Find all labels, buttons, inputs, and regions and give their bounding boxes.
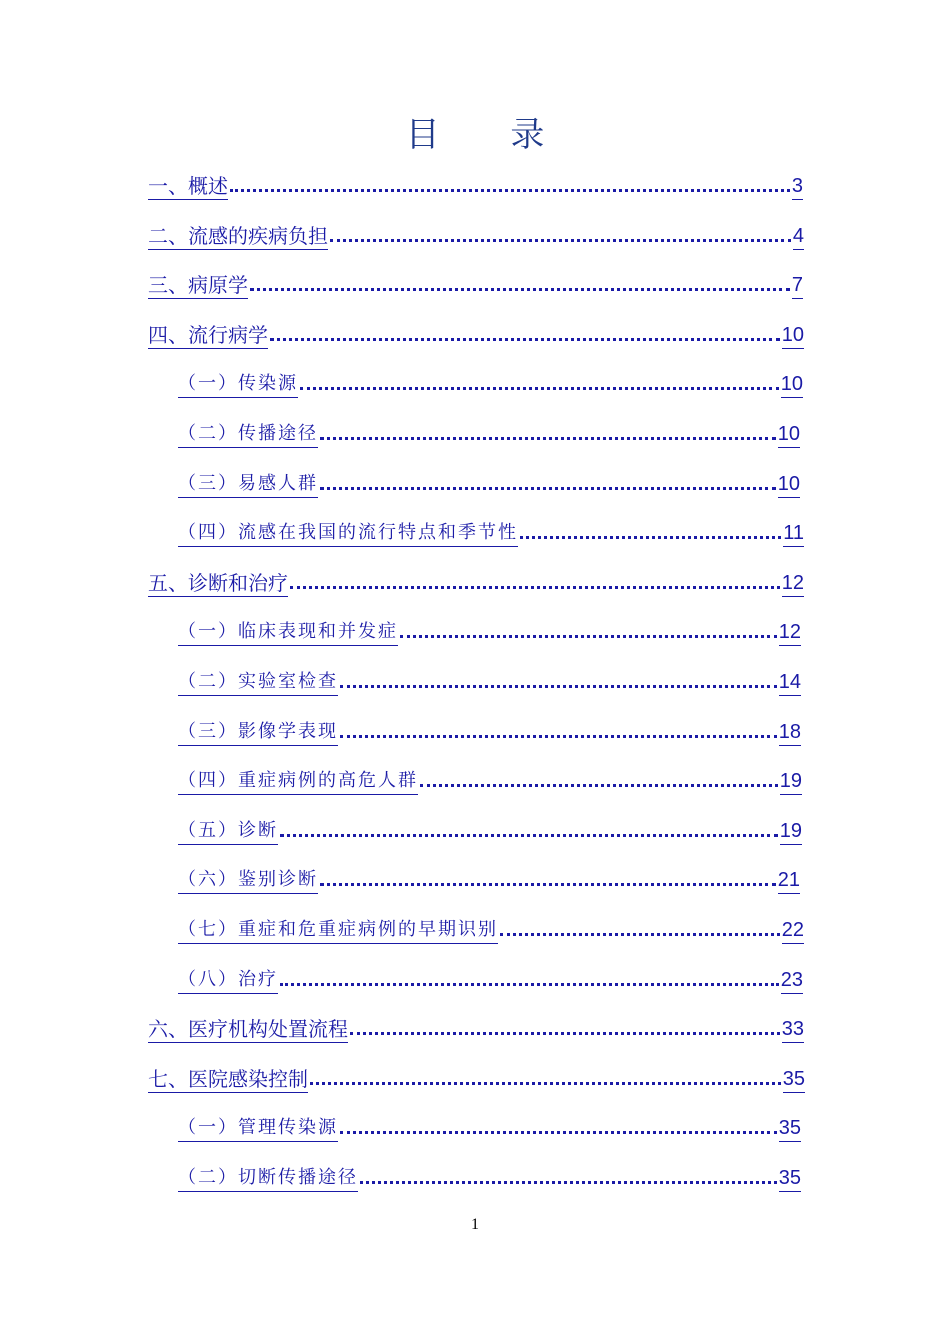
toc-page-number: 21 [778,868,800,894]
toc-page-number: 12 [779,620,801,646]
toc-entry-label: （二）传播途径 [178,422,318,448]
toc-leader-dots [340,684,777,688]
toc-leader-dots [360,1180,777,1184]
toc-leader-dots [270,337,780,341]
toc-page-number: 23 [781,968,803,994]
toc-page-number: 19 [780,819,802,845]
toc-entry-label: （七）重症和危重症病例的早期识别 [178,918,498,944]
toc-entry[interactable] [178,666,801,696]
toc-entry[interactable] [178,815,802,845]
toc-entry-label: 二、流感的疾病负担 [148,223,328,248]
toc-leader-dots [250,287,790,291]
toc-leader-dots [520,535,781,539]
toc-page-number: 33 [782,1017,804,1043]
toc-leader-dots [310,1081,781,1085]
toc-leader-dots [280,982,779,986]
toc-leader-dots [400,634,777,638]
toc-entry-label: （五）诊断 [178,819,278,845]
toc-page-number: 19 [780,769,802,795]
toc-entry-label: 一、概述 [148,174,228,198]
toc-entry-label: （三）易感人群 [178,472,318,498]
toc-leader-dots [230,188,790,192]
toc-entry[interactable] [148,319,804,349]
toc-entry[interactable] [148,170,803,200]
toc-entry[interactable] [148,269,803,299]
toc-entry-label: 六、医疗机构处置流程 [148,1017,348,1042]
toc-page-number: 18 [779,720,801,746]
toc-entry[interactable] [148,220,804,250]
toc-entry[interactable] [178,914,804,944]
toc-page-number: 35 [783,1067,805,1093]
toc-page-number: 11 [783,521,804,547]
page-title: 目 录 [405,115,575,155]
toc-leader-dots [350,1031,780,1035]
toc-entry[interactable] [178,716,801,746]
toc-entry-label: （二）切断传播途径 [178,1166,358,1192]
toc-page-number: 35 [779,1116,801,1142]
toc-page-number: 4 [793,224,804,250]
toc-entry-label: 七、医院感染控制 [148,1066,308,1091]
toc-leader-dots [320,882,776,886]
toc-entry-label: 三、病原学 [148,273,248,298]
toc-entry-label: （二）实验室检查 [178,670,338,696]
toc-entry-label: 四、流行病学 [148,322,268,347]
toc-leader-dots [500,932,780,936]
toc-entry-label: （一）临床表现和并发症 [178,620,398,646]
toc-entry-label: （四）流感在我国的流行特点和季节性 [178,521,518,547]
toc-page-number: 10 [778,472,800,498]
toc-page-number: 10 [782,323,804,349]
toc-entry[interactable] [178,864,800,894]
toc-leader-dots [290,585,780,589]
toc-entry-label: 五、诊断和治疗 [148,570,288,595]
page-number: 1 [471,1216,479,1233]
toc-entry[interactable] [178,368,803,398]
toc-entry-label: （八）治疗 [178,968,278,994]
toc-leader-dots [280,833,778,837]
toc-entry-label: （三）影像学表现 [178,720,338,746]
toc-entry-label: （四）重症病例的高危人群 [178,769,418,795]
toc-page-number: 35 [779,1166,801,1192]
toc-entry-label: （一）管理传染源 [178,1116,338,1142]
toc-entry[interactable] [178,616,801,646]
toc-page-number: 7 [792,273,803,299]
toc-entry[interactable] [178,964,803,994]
toc-leader-dots [300,386,779,390]
toc-leader-dots [330,238,791,242]
toc-entry[interactable] [178,418,800,448]
toc-entry[interactable] [148,1013,804,1043]
toc-entry[interactable] [178,517,804,547]
toc-page-number: 10 [778,422,800,448]
toc-entry-label: （一）传染源 [178,372,298,398]
toc-page-number: 10 [781,372,803,398]
toc-page-number: 14 [779,670,801,696]
toc-page-number: 12 [782,571,804,597]
toc-entry[interactable] [178,765,802,795]
toc-leader-dots [320,436,776,440]
toc-entry[interactable] [178,468,800,498]
toc-page-number: 3 [792,174,803,200]
toc-leader-dots [340,734,777,738]
toc-entry[interactable] [148,1063,805,1093]
toc-leader-dots [340,1130,777,1134]
toc-leader-dots [420,783,778,787]
toc-entry[interactable] [178,1112,801,1142]
toc-page-number: 22 [782,918,804,944]
toc-entry-label: （六）鉴别诊断 [178,868,318,894]
toc-entry[interactable] [178,1162,801,1192]
toc-leader-dots [320,486,776,490]
toc-entry[interactable] [148,567,804,597]
